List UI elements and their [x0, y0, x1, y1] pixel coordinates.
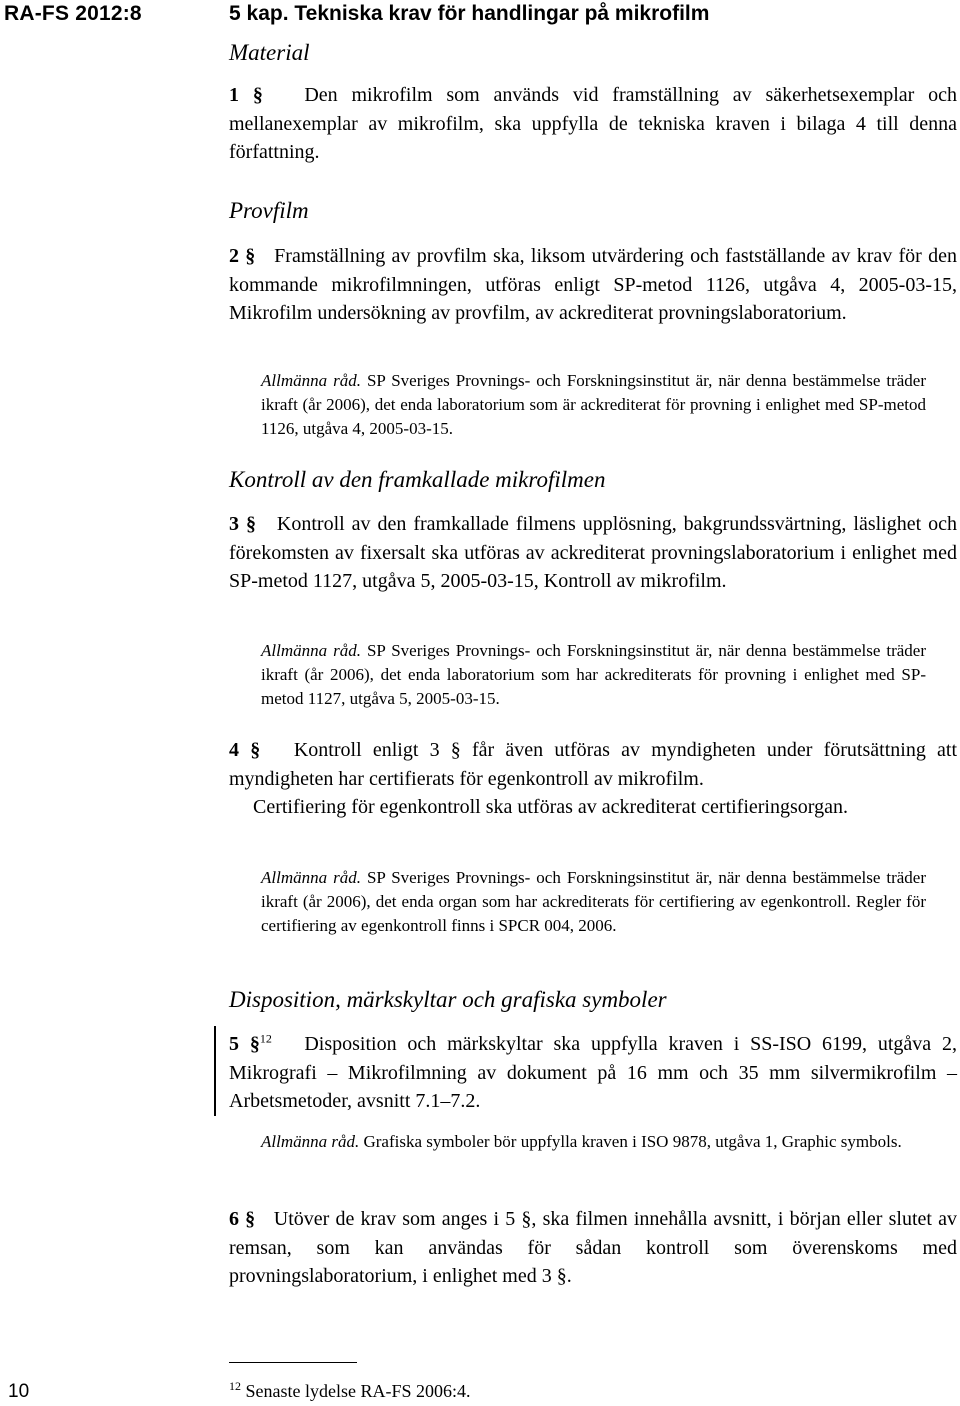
change-bar: [214, 1026, 216, 1116]
paragraph-number: 6 §: [229, 1208, 256, 1230]
paragraph-5: [229, 1030, 957, 1116]
paragraph-text: Kontroll enligt 3 § får även utföras av myndigheten under förutsättning att myndigheten har certifierats för egenkontroll av mikrofilm.: [229, 739, 958, 790]
paragraph-6: [229, 1205, 957, 1291]
chapter-title: 5 kap. Tekniska krav för handlingar på mikrofilm: [229, 2, 710, 25]
advice-text: SP Sveriges Provnings- och Forskningsinstitut är, när denna bestämmelse träder ikraft (år 2006), det enda organ som har ackrediterats för certifiering av egenkontroll. Regler för certifiering av egenkontroll finns i SPCR 004, 2006.: [261, 868, 926, 935]
paragraph-text: Disposition och märkskyltar ska uppfylla kraven i SS-ISO 6199, utgåva 2, Mikrografi – Mikrofilmning av dokument på 16 mm och 35 mm silvermikrofilm – Arbetsmetoder, avsnitt 7.1–7.2.: [229, 1033, 958, 1113]
heading-provfilm: Provfilm: [229, 198, 309, 223]
advice-text: SP Sveriges Provnings- och Forskningsinstitut är, när denna bestämmelse träder ikraft (år 2006), det enda laboratorium som är ackrediterat för provning i enlighet med SP-metod 1126, utgåva 4, 2005-03-15.: [261, 371, 926, 438]
paragraph-number: 1 §: [229, 84, 263, 106]
paragraph-number: 2 §: [229, 245, 256, 267]
advice-label: Allmänna råd.: [261, 1132, 360, 1151]
paragraph-text: Utöver de krav som anges i 5 §, ska filmen innehålla avsnitt, i början eller slutet av remsan, som kan användas för sådan kontroll som överenskoms med provningslaboratorium, i enlighet med 3 §.: [229, 1208, 957, 1288]
advice-label: Allmänna råd.: [261, 371, 361, 390]
paragraph-2: [229, 242, 957, 328]
footnote-mark: 12: [229, 1379, 241, 1393]
paragraph-3: [229, 510, 957, 596]
general-advice-2: [261, 369, 926, 441]
paragraph-number: 4 §: [229, 739, 261, 761]
heading-kontroll: Kontroll av den framkallade mikrofilmen: [229, 467, 606, 492]
advice-label: Allmänna råd.: [261, 641, 361, 660]
general-advice-3: [261, 639, 926, 711]
heading-material: Material: [229, 40, 310, 65]
advice-text: SP Sveriges Provnings- och Forskningsinstitut är, när denna bestämmelse träder ikraft (år 2006), det enda laboratorium som har ackrediterats för provning i enlighet med SP-metod 1127, utgåva 5, 2005-03-15.: [261, 641, 926, 708]
paragraph-text: Framställning av provfilm ska, liksom utvärdering och fastställande av krav för den kommande mikrofilmningen, utföras enligt SP-metod 1126, utgåva 4, 2005-03-15, Mikrofilm undersökning av provfilm, av ackrediterat provningslaboratorium.: [229, 245, 958, 325]
advice-text: Grafiska symboler bör uppfylla kraven i ISO 9878, utgåva 1, Graphic symbols.: [363, 1132, 902, 1151]
paragraph-text-2: Certifiering för egenkontroll ska utföras av ackrediterat certifieringsorgan.: [253, 796, 848, 819]
paragraph-1: [229, 81, 957, 167]
footnote-reference: 12: [259, 1031, 272, 1046]
paragraph-number: 5 §: [229, 1033, 260, 1055]
paragraph-4: [229, 736, 957, 822]
page-number: 10: [8, 1381, 30, 1402]
footnote: [229, 1381, 471, 1402]
general-advice-4: [261, 866, 926, 938]
advice-label: Allmänna råd.: [261, 868, 361, 887]
document-code: RA-FS 2012:8: [4, 2, 142, 25]
paragraph-text: Kontroll av den framkallade filmens upplösning, bakgrundssvärtning, läslighet och förekomsten av fixersalt ska utföras av ackrediterat provningslaboratorium i enlighet med SP-metod 1127, utgåva 5, 2005-03-15, Kontroll av mikrofilm.: [229, 513, 958, 593]
footnote-rule: [229, 1362, 357, 1363]
general-advice-5: [261, 1130, 926, 1154]
paragraph-number: 3 §: [229, 513, 256, 535]
heading-disposition: Disposition, märkskyltar och grafiska symboler: [229, 987, 667, 1012]
footnote-text: Senaste lydelse RA-FS 2006:4.: [245, 1381, 471, 1401]
paragraph-text: Den mikrofilm som används vid framställning av säkerhetsexemplar och mellanexemplar av mikrofilm, ska uppfylla de tekniska kraven i bilaga 4 till denna författning.: [229, 84, 957, 164]
